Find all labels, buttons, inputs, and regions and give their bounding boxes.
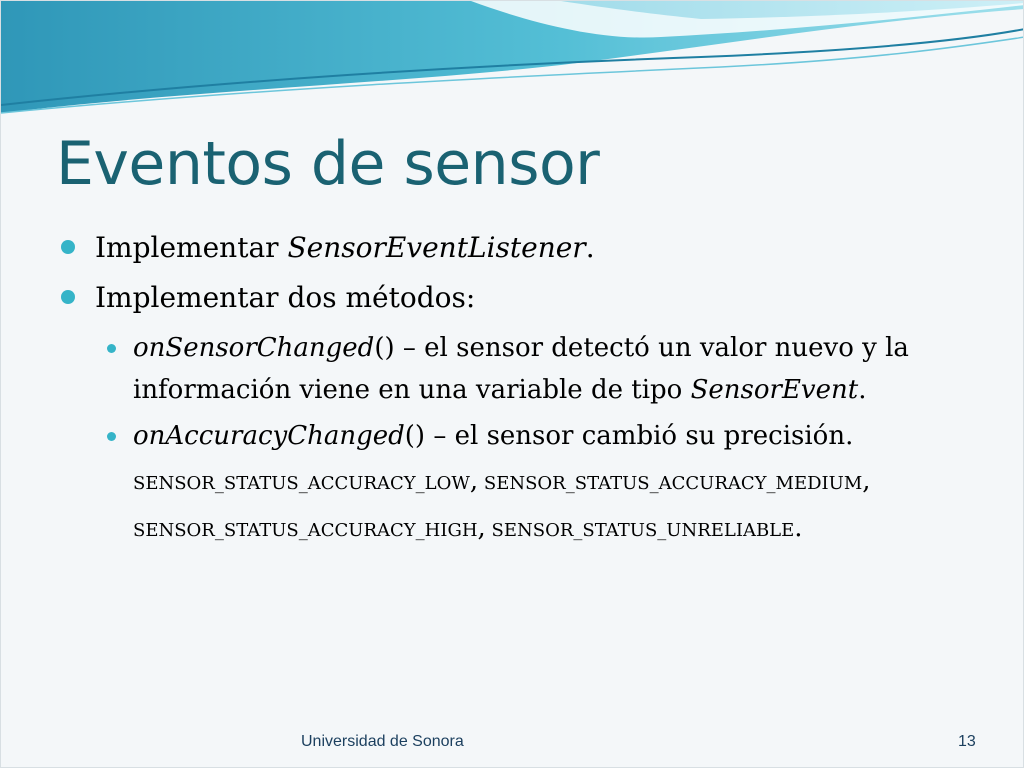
method-name: onSensorChanged <box>133 333 375 363</box>
bullet-implement-methods: Implementar dos métodos: <box>61 273 981 323</box>
slide-title: Eventos de sensor <box>56 129 600 199</box>
constant: SENSOR_STATUS_ACCURACY_HIGH <box>133 520 478 541</box>
accuracy-constants <box>133 459 981 553</box>
constant: SENSOR_STATUS_ACCURACY_MEDIUM <box>483 473 863 494</box>
sub-bullet-onsensorchanged: onSensorChanged() – el sensor detectó un valor nuevo y la información viene en una variable de tipo SensorEvent. <box>107 327 981 411</box>
type-name: SensorEvent <box>690 375 859 405</box>
constants-line-2: SENSOR_STATUS_ACCURACY_HIGH, SENSOR_STATUS_UNRELIABLE. <box>133 513 803 543</box>
bullet-dot-icon <box>61 240 75 254</box>
slide-content <box>61 223 981 553</box>
constant: SENSOR_STATUS_ACCURACY_LOW <box>133 473 470 494</box>
sub-bullet-dot-icon <box>107 432 116 441</box>
bullet-implement-listener: Implementar SensorEventListener. <box>61 223 981 273</box>
constant: SENSOR_STATUS_UNRELIABLE <box>491 520 795 541</box>
header-wave-decoration <box>1 1 1024 131</box>
sub-bullet-dot-icon <box>107 344 116 353</box>
sub-bullet-onaccuracychanged: onAccuracyChanged() – el sensor cambió su precisión. <box>107 415 981 457</box>
footer-institution: Universidad de Sonora <box>301 733 464 750</box>
method-name: onAccuracyChanged <box>133 421 405 451</box>
constants-line-1: SENSOR_STATUS_ACCURACY_LOW, SENSOR_STATUS_ACCURACY_MEDIUM, <box>133 466 871 496</box>
footer-page-number: 13 <box>958 733 976 750</box>
bullet-dot-icon <box>61 290 75 304</box>
